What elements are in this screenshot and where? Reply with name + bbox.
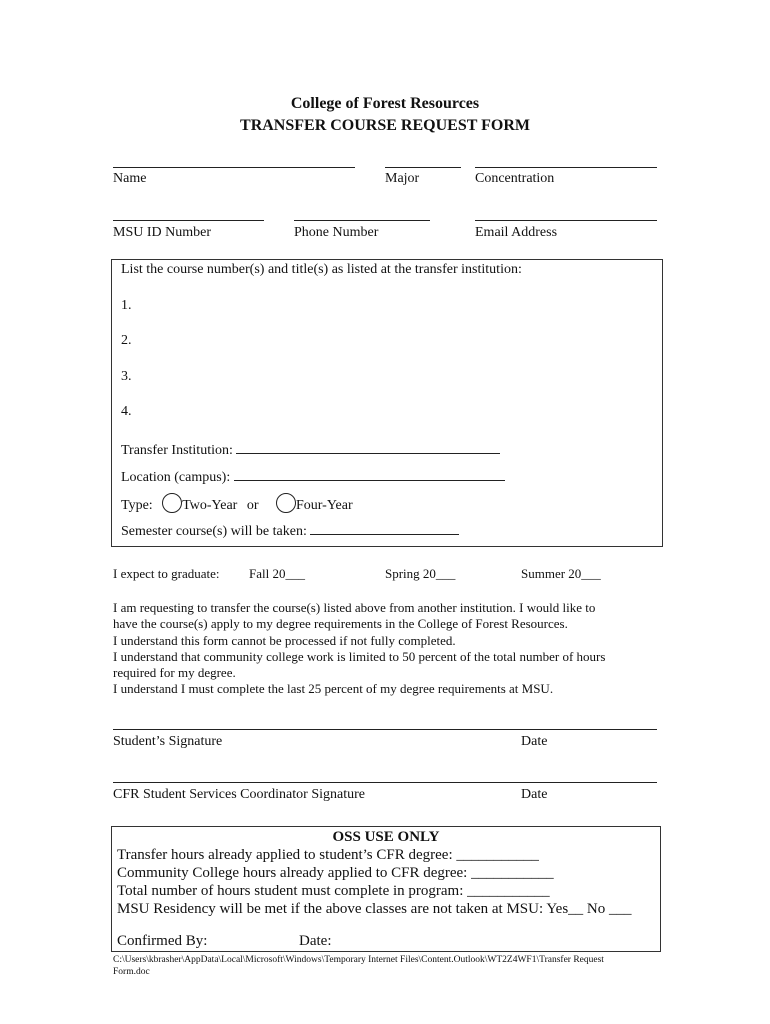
course-item-3[interactable]: 3. <box>121 369 132 384</box>
major-label: Major <box>385 171 420 186</box>
file-path-line: Form.doc <box>113 967 150 977</box>
course-item-4[interactable]: 4. <box>121 404 132 419</box>
msu-id-line[interactable] <box>113 220 264 221</box>
two-year-label: Two-Year <box>182 498 238 513</box>
institution-label: Transfer Institution: <box>121 443 233 458</box>
oss-line-residency: MSU Residency will be met if the above classes are not taken at MSU: Yes__ No ___ <box>117 901 632 917</box>
coordinator-date-label: Date <box>521 787 548 802</box>
email-line[interactable] <box>475 220 657 221</box>
statement-line: have the course(s) apply to my degree requirements in the College of Forest Resources. <box>113 616 568 632</box>
phone-label: Phone Number <box>294 225 379 240</box>
course-item-1[interactable]: 1. <box>121 298 132 313</box>
email-label: Email Address <box>475 225 558 240</box>
name-label: Name <box>113 171 147 186</box>
oss-line-community-hours: Community College hours already applied to CFR degree: ___________ <box>117 865 554 881</box>
semester-label: Semester course(s) will be taken: <box>121 524 307 539</box>
graduate-spring[interactable]: Spring 20___ <box>385 566 456 581</box>
institution-input[interactable] <box>236 440 500 454</box>
semester-input[interactable] <box>310 521 459 535</box>
course-item-2[interactable]: 2. <box>121 333 132 348</box>
oss-heading: OSS USE ONLY <box>332 829 440 845</box>
semester-row <box>121 521 459 540</box>
oss-line-total-hours: Total number of hours student must complete in program: ___________ <box>117 883 550 899</box>
statement-line: I understand I must complete the last 25 percent of my degree requirements at MSU. <box>113 681 554 697</box>
concentration-label: Concentration <box>475 171 555 186</box>
location-label: Location (campus): <box>121 470 231 485</box>
statement-line: I am requesting to transfer the course(s) listed above from another institution. I would like to <box>113 600 596 615</box>
statement-line: required for my degree. <box>113 665 236 681</box>
statement-paragraph <box>113 600 605 698</box>
major-line[interactable] <box>385 167 461 168</box>
form-title: TRANSFER COURSE REQUEST FORM <box>240 117 530 134</box>
coordinator-signature-label: CFR Student Services Coordinator Signature <box>113 787 365 802</box>
oss-date: Date: <box>299 933 332 949</box>
coordinator-signature-line[interactable] <box>113 782 657 783</box>
student-signature-label: Student’s Signature <box>113 734 223 749</box>
statement-line: I understand this form cannot be processed if not fully completed. <box>113 632 456 648</box>
graduate-label: I expect to graduate: <box>113 566 220 581</box>
msu-id-label: MSU ID Number <box>113 225 211 240</box>
concentration-line[interactable] <box>475 167 657 168</box>
institution-row <box>121 440 500 459</box>
file-path <box>113 954 604 978</box>
statement-line: I understand that community college work is limited to 50 percent of the total number of hours <box>113 648 606 664</box>
or-text: or <box>246 498 259 513</box>
name-line[interactable] <box>113 167 355 168</box>
four-year-label: Four-Year <box>296 498 353 513</box>
file-path-line: C:\Users\kbrasher\AppData\Local\Microsoft\Windows\Temporary Internet Files\Content.Outlook\WT2Z4WF1\Transfer Request <box>113 955 604 965</box>
oss-line-transfer-hours: Transfer hours already applied to student’s CFR degree: ___________ <box>117 847 539 863</box>
type-label: Type: <box>121 498 153 513</box>
student-signature-line[interactable] <box>113 729 657 730</box>
college-name: College of Forest Resources <box>290 95 480 112</box>
graduate-summer[interactable]: Summer 20___ <box>521 566 601 581</box>
four-year-radio[interactable] <box>276 493 296 513</box>
student-date-label: Date <box>521 734 548 749</box>
oss-confirmed-by: Confirmed By: <box>117 933 208 949</box>
phone-line[interactable] <box>294 220 430 221</box>
graduate-fall[interactable]: Fall 20___ <box>249 566 305 581</box>
two-year-radio[interactable] <box>162 493 182 513</box>
course-instruction: List the course number(s) and title(s) as listed at the transfer institution: <box>121 262 522 277</box>
type-row <box>121 493 353 514</box>
location-input[interactable] <box>234 467 505 481</box>
location-row <box>121 467 505 486</box>
